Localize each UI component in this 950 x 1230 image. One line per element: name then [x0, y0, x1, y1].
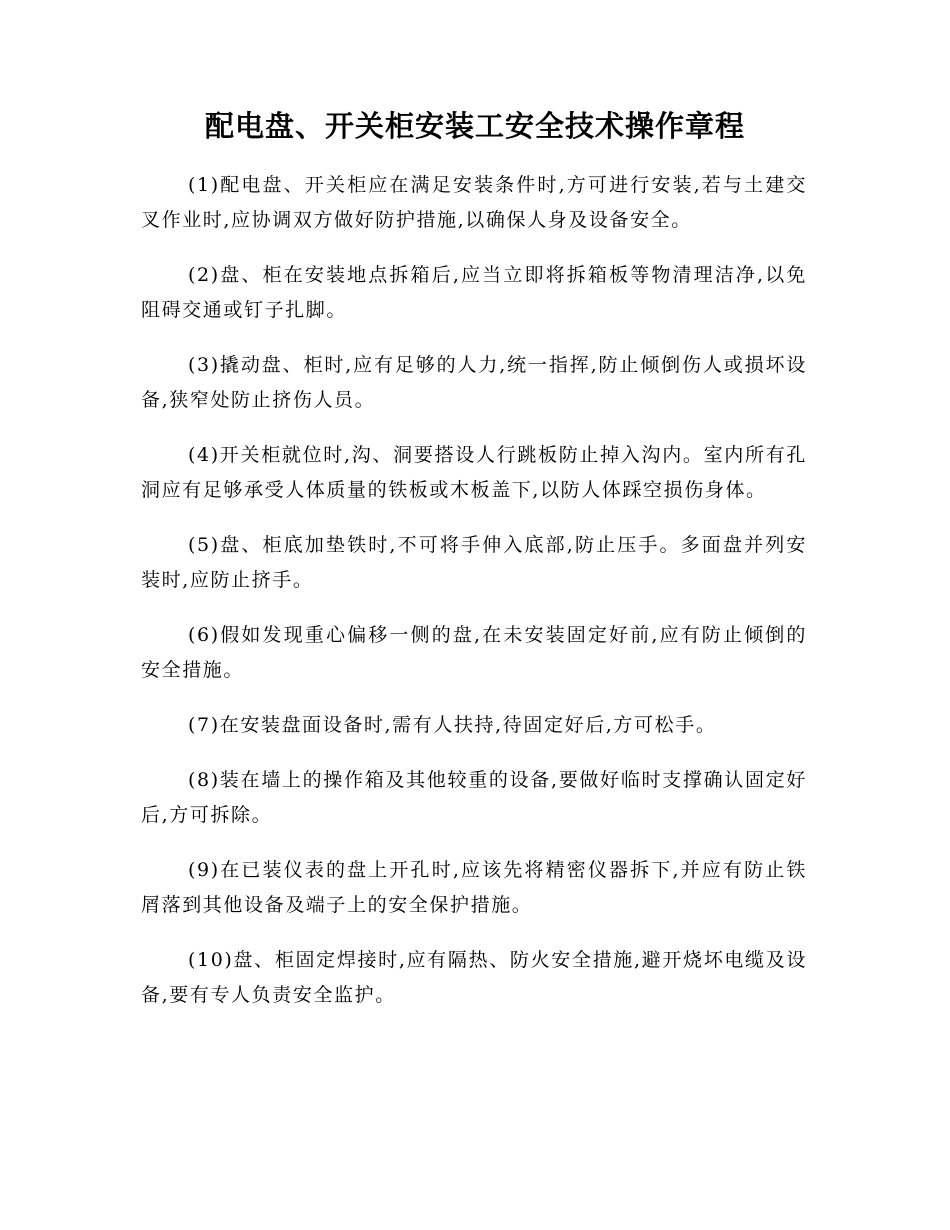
document-body	[141, 168, 807, 1033]
paragraph-7: (7)在安装盘面设备时,需有人扶持,待固定好后,方可松手。	[188, 714, 717, 736]
paragraph-9: (9)在已装仪表的盘上开孔时,应该先将精密仪器拆下,并应有防止铁屑落到其他设备及端子上的安全保护措施。	[141, 859, 807, 916]
paragraph-6: (6)假如发现重心偏移一侧的盘,在未安装固定好前,应有防止倾倒的安全措施。	[141, 624, 807, 681]
paragraph-8: (8)装在墙上的操作箱及其他较重的设备,要做好临时支撑确认固定好后,方可拆除。	[141, 769, 807, 826]
paragraph-3: (3)撬动盘、柜时,应有足够的人力,统一指挥,防止倾倒伤人或损坏设备,狭窄处防止挤伤人员。	[141, 354, 807, 411]
paragraph-5: (5)盘、柜底加垫铁时,不可将手伸入底部,防止压手。多面盘并列安装时,应防止挤手。	[141, 534, 807, 591]
page-title: 配电盘、开关柜安装工安全技术操作章程	[204, 109, 745, 143]
paragraph-1: (1)配电盘、开关柜应在满足安装条件时,方可进行安装,若与土建交叉作业时,应协调双方做好防护措施,以确保人身及设备安全。	[141, 174, 807, 231]
paragraph-4: (4)开关柜就位时,沟、洞要搭设人行跳板防止掉入沟内。室内所有孔洞应有足够承受人体质量的铁板或木板盖下,以防人体踩空损伤身体。	[141, 444, 807, 501]
paragraph-2: (2)盘、柜在安装地点拆箱后,应当立即将拆箱板等物清理洁净,以免阻碍交通或钉子扎脚。	[141, 264, 807, 321]
paragraph-10: (10)盘、柜固定焊接时,应有隔热、防火安全措施,避开烧坏电缆及设备,要有专人负责安全监护。	[141, 949, 807, 1006]
